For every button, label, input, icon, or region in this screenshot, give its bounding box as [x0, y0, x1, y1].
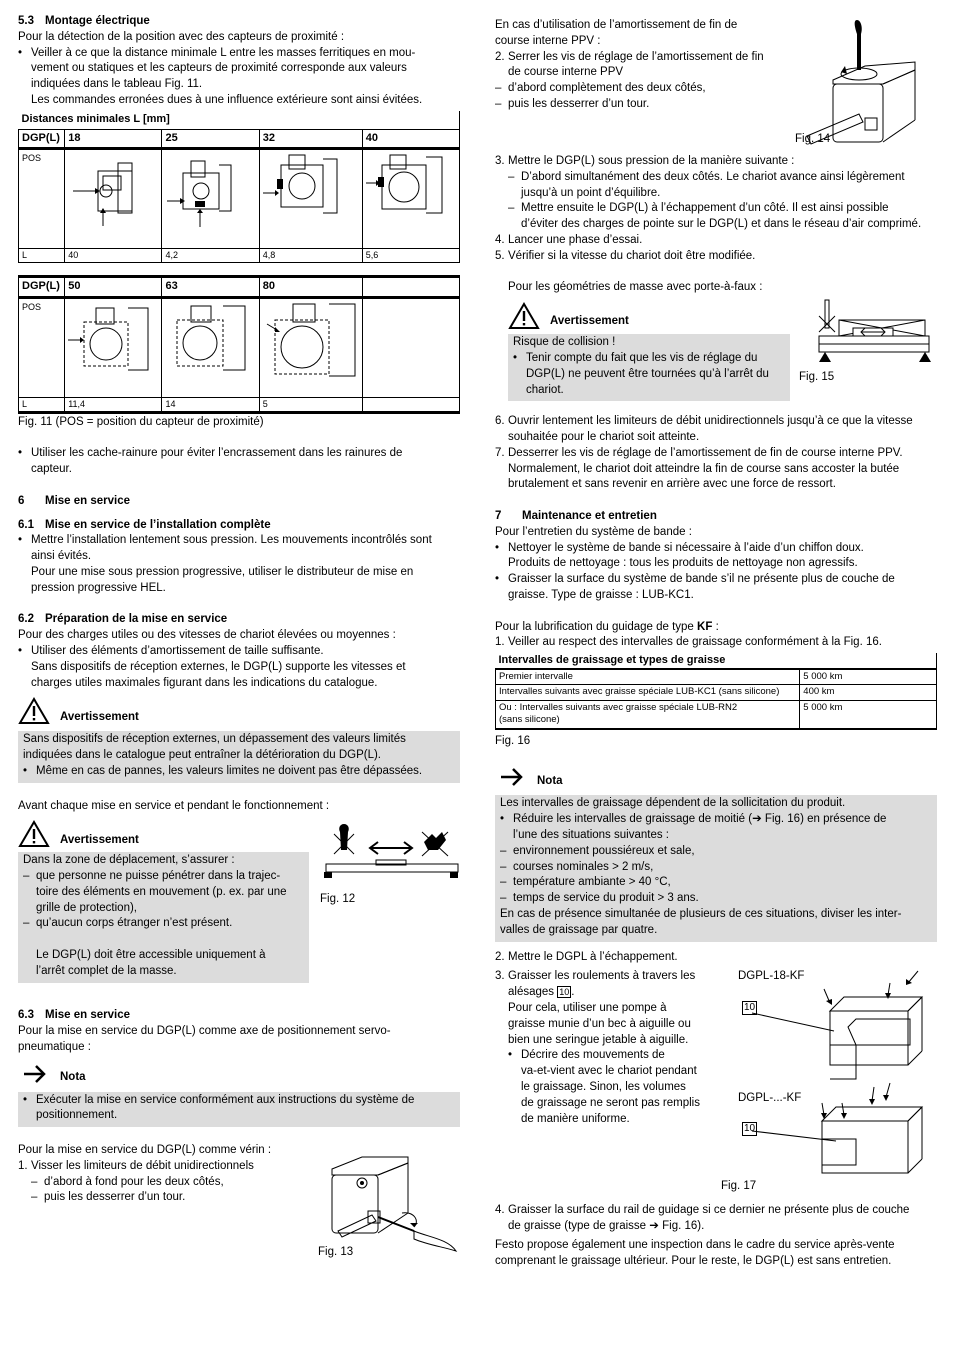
step-6: 6. Ouvrir lentement les limiteurs de débit unidirectionnels jusqu’à ce que la vitesse souhaitée pour le chariot soit atteinte. [495, 415, 913, 443]
fig15-illustration [799, 298, 937, 386]
step-5: 5. Vérifier si la vitesse du chariot doit être modifiée. [495, 249, 756, 262]
warning-3-block [495, 296, 937, 414]
profile-18-drawing [65, 149, 162, 249]
s63-line1: Pour la mise en service du DGP(L) comme axe de positionnement servo- [18, 1025, 391, 1038]
right-column: En cas d’utilisation de l’amortissement de fin de course interne PPV : 2. Serrer les vis de réglage de l’amortissement de fin de course interne PPV – d’abord complètement des deux côtés, – puis les desserrer d’un tour. Fig. 14 3. Mettre le DGP(L) sous pression de la manière suivante : – D’abord simultanément des deux côtés. Le chariot avance ainsi légèrement jusqu’à un point d’équilibre. – Mettre ensuite le DGP(L) à l’échappement d’un côté. Il est ainsi possible d’éviter des charges de pointe sur le DGP(L) et dans le réseau d’air comprimé. 4. Lancer une phase d’essai. 5. Vérifier si la vitesse du chariot doit être modifiée. Pour les géométries de masse avec porte-à-faux : Avertissement Risque de collision ! • Tenir compte du fait que les vis de réglage du DGP(L) ne peuvent être tournées qu’à l’arrêt du chariot. Fig. 15 6. Ouvrir lentement les limiteurs de débit unidirectionnels jusqu’à ce que la vitesse souhaitée pour le chariot soit atteinte. 7. Desserrer les vis de réglage de l’amortissement de fin de course interne PPV. Normalement, le chariot doit atteindre la fin de course sans accoster la butée brutalement et sans revenir en arrière avec une force de ressort. 7 Maintenance et entretien Pour l’entretien du système de bande : • Nettoyer le système de bande si nécessaire à l’aide d’un chiffon doux. Produits de nettoyage : tous les produits de nettoyage non agressifs. • Graisser la surface du système de bande s’il ne présente plus de couche de graisse. Type de graisse : LUB-KC1. Pour la lubrification du guidage de type KF : 1. Veiller au respect des intervalles de graissage conformément à la Fig. 16. Intervalles de graissage et types de graisse Premier intervalle 5 000 km Intervalles suivants avec graisse spéciale LUB-KC1 (sans silicone) 400 km Ou : Intervalles suivants avec graisse spéciale LUB-RN2 (sans silicone) 5 000 km Fig. 16 Nota Les intervalles de graissage dépendent de la sollicitation du produit. • Réduire les intervalles de graissage de moitié (➔ Fig. 16) en présence de l’une des situations suivantes : – environnement poussiéreux et sale, – courses nominales > 2 m/s, – température ambiante > 40 °C, – temps de service du produit > 3 ans. En cas de présence simultanée de plusieurs de ces situations, diviser les inter- valles de graissage par quatre. 2. Mettre le DGPL à l’échappement. 3. Graisser les roulements à travers les alésages 10 . Pour cela, utiliser une pompe à graisse munie d’un bec à aiguille ou bien une seringue jetable à aiguille. • Décrire des mouvements de va-et-vient avec le chariot pendant le graissage. Sinon, les volumes de graissage ne seront pas remplis de manière uniforme. DGPL-18-KF DGPL-...-KF 10 10 Fig. 17 4. Graisser la surface du rail de guidage si ce dernier ne présente plus de couche de graisse (type de graisse ➔ Fig. 16). Festo propose également une inspection dans le cadre du service après-vente comprenant le graissage ultérieur. Pour le reste, le DGP(L) est sans entretien. [495, 18, 937, 1270]
warning-2-header: Avertissement [18, 814, 309, 848]
table-pos-row-1: POS [19, 149, 460, 249]
s53-intro: Pour la détection de la position avec des capteurs de proximité : [18, 30, 345, 43]
profile-50-drawing [65, 297, 162, 397]
step-4: 4. Lancer une phase d’essai. [495, 233, 643, 246]
s61-bullet: • Mettre l’installation lentement sous pression. Les mouvements incontrôlés sont ainsi évités. Pour une mise sous pression progressive, utiliser le distributeur de mise en pression progressive HEL. [18, 533, 460, 596]
fig11-caption: Fig. 11 (POS = position du capteur de proximité) [18, 415, 264, 428]
fig17-box-1: 10 [744, 1002, 756, 1014]
table-title: Distances minimales L [mm] [19, 111, 460, 129]
maint-step-2: 2. Mettre le DGPL à l’échappement. [495, 950, 678, 963]
fig17-illustration [721, 969, 937, 1193]
fig14-illustration [795, 14, 937, 156]
festo-line1: Festo propose également une inspection dans le cadre du service après-vente [495, 1238, 895, 1251]
warning-3-header: Avertissement [508, 296, 790, 330]
fig12-caption: Fig. 12 [320, 893, 356, 906]
section-6-heading: 6 Mise en service [18, 494, 131, 507]
verin-text: Pour la mise en service du DGP(L) comme vérin : [18, 1144, 272, 1157]
profile-63-drawing [162, 297, 259, 397]
fig12-illustration [320, 820, 460, 908]
distance-table [18, 111, 460, 414]
table-header-1: DGP(L) 18 25 32 40 [19, 129, 460, 149]
fig14-caption: Fig. 14 [795, 133, 831, 145]
warning-3-box: Risque de collision ! • Tenir compte du fait que les vis de réglage du DGP(L) ne peuvent être tournées qu’à l’arrêt du chariot. [508, 334, 790, 401]
step-7: 7. Desserrer les vis de réglage de l’amortissement de fin de course interne PPV. Normalement, le chariot doit atteindre la fin de course sans accoster la butée brutalement et sans revenir en arrière avec une force de ressort. [495, 446, 903, 491]
section-5-3-heading: 5.3 Montage électrique [18, 15, 150, 27]
section-7-heading: 7 Maintenance et entretien [495, 509, 657, 522]
ppv-block: En cas d’utilisation de l’amortissement de fin de course interne PPV : 2. Serrer les vis de réglage de l’amortissement de fin de course interne PPV – d’abord complètement des deux côtés, – puis les desserrer d’un tour. Fig. 14 [495, 18, 937, 154]
avant-text: Avant chaque mise en service et pendant le fonctionnement : [18, 799, 330, 812]
arrow-right-icon [495, 765, 527, 789]
fig15-caption: Fig. 15 [799, 370, 835, 383]
porte-text: Pour les géométries de masse avec porte-à-faux : [508, 281, 763, 294]
nota-1-box: • Exécuter la mise en service conformément aux instructions du système de positionnement. [18, 1092, 460, 1128]
s53-bullet: • Veiller à ce que la distance minimale L entre les masses ferritiques en mou- vement ou statiques et les capteurs de proximité corresponde aux valeurs indiquées dans le tableau Fig. 11. Les commandes erronées dues à une influence extérieure sont ainsi évitées. [18, 46, 460, 109]
step-3: 3. Mettre le DGP(L) sous pression de la manière suivante : [495, 155, 795, 167]
fig17-label-2: DGPL-...-KF [738, 1092, 802, 1105]
grease-table-title: Intervalles de graissage et types de graisse [496, 653, 937, 669]
s62-intro: Pour des charges utiles ou des vitesses de chariot élevées ou moyennes : [18, 629, 396, 642]
s63-line2: pneumatique : [18, 1040, 91, 1053]
warning-1-box: Sans dispositifs de réception externes, un dépassement des valeurs limités indiquées dans le catalogue peut entraîner la détérioration du DGP(L). • Même en cas de pannes, les valeurs limites ne doivent pas être dépassées. [18, 731, 460, 782]
table-header-2: DGP(L) 50 63 80 [19, 277, 460, 298]
warning-2-block [18, 814, 460, 1000]
warning-triangle-icon [508, 302, 540, 330]
section-6-2-heading: 6.2 Préparation de la mise en service [18, 613, 228, 626]
grease-table [495, 653, 937, 730]
warning-1-header: Avertissement [18, 691, 460, 725]
lub-step-1: 1. Veiller au respect des intervalles de graissage conformément à la Fig. 16. [495, 636, 882, 649]
warning-2-box: Dans la zone de déplacement, s’assurer : – que personne ne puisse pénétrer dans la trajec- toire des éléments en mouvement (p. ex. par une grille de protection), – qu’aucun corps étranger n’est présent. Le DGP(L) doit être accessible uniquement à l’arrêt complet de la masse. [18, 852, 309, 982]
s7-intro: Pour l’entretien du système de bande : [495, 525, 692, 538]
fig17-caption: Fig. 17 [721, 1180, 757, 1193]
nota-2-box: Les intervalles de graissage dépendent de la sollicitation du produit. • Réduire les intervalles de graissage de moitié (➔ Fig. 16) en présence de l’une des situations suivantes : – environnement poussiéreux et sale, – courses nominales > 2 m/s, – température ambiante > 40 °C, – temps de service du produit > 3 ans. En cas de présence simultanée de plusieurs de ces situations, diviser les inter- valles de graissage par quatre. [495, 795, 937, 941]
warning-triangle-icon [18, 820, 50, 848]
profile-40-drawing [362, 149, 459, 249]
section-6-3-heading: 6.3 Mise en service [18, 1009, 131, 1022]
table-row: Premier intervalle 5 000 km [496, 669, 937, 685]
warning-triangle-icon [18, 697, 50, 725]
fig13-caption: Fig. 13 [318, 1245, 354, 1258]
profile-25-drawing [162, 149, 259, 249]
table-pos-row-2: POS [19, 297, 460, 397]
cache-rainure-bullet: • Utiliser les cache-rainure pour éviter l’encrassement dans les rainures de capteur. [18, 446, 460, 478]
nota-1-header: Nota [18, 1056, 460, 1086]
nota-2-header: Nota [495, 749, 937, 789]
maint-step-3-block: 3. Graisser les roulements à travers les alésages 10 . Pour cela, utiliser une pompe à graisse munie d’un bec à aiguille ou bien une seringue jetable à aiguille. • Décrire des mouvements de va-et-vient avec le chariot pendant le graissage. Sinon, les volumes de graissage ne seront pas remplis de manière uniforme. DGPL-18-KF DGPL-...-KF 10 10 Fig. 17 [495, 969, 937, 1205]
verin-block: 1. Visser les limiteurs de débit unidirectionnels – d’abord à fond pour les deux côtés, – puis les desserrer d’un tour. Fig. 13 [18, 1159, 460, 1269]
lub-text: Pour la lubrification du guidage de type KF : [495, 620, 719, 633]
maint-step-4: 4. Graisser la surface du rail de guidage si ce dernier ne présente plus de couche de graisse (type de graisse ➔ Fig. 16). [495, 1204, 910, 1233]
profile-32-drawing [259, 149, 362, 249]
festo-line2: comprenant le graissage ultérieur. Pour le reste, le DGP(L) est sans entretien. [495, 1254, 892, 1267]
table-row: Intervalles suivants avec graisse spéciale LUB-KC1 (sans silicone) 400 km [496, 685, 937, 701]
table-l-row-1: L 40 4,2 4,8 5,6 [19, 249, 460, 263]
fig17-box-2: 10 [744, 1123, 756, 1135]
table-l-row-2: L 11,4 14 5 [19, 397, 460, 412]
fig16-caption: Fig. 16 [495, 734, 531, 747]
table-row: Ou : Intervalles suivants avec graisse spéciale LUB-RN2 (sans silicone) 5 000 km [496, 700, 937, 729]
section-6-1-heading: 6.1 Mise en service de l’installation complète [18, 518, 271, 531]
left-column [18, 14, 460, 1269]
arrow-right-icon [18, 1062, 50, 1086]
profile-80-drawing [259, 297, 362, 397]
fig17-label-1: DGPL-18-KF [738, 970, 805, 983]
s62-bullet: • Utiliser des éléments d’amortissement de taille suffisante. Sans dispositifs de réception externes, le DGP(L) supporte les vitesses et charges utiles maximales figurant dans les indications du catalogue. [18, 644, 460, 691]
fig13-illustration [318, 1153, 460, 1261]
